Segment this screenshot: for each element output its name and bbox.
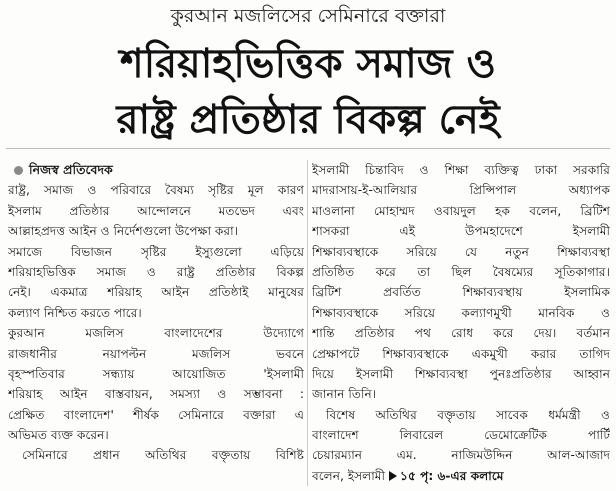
text-line: প্রতিষ্ঠিত করে তা ছিল বৈষম্যের সূতিকাগার। <box>312 264 610 279</box>
text-fragment: বলেন, ইসলামী <box>312 468 386 483</box>
bullet-dot-icon <box>14 166 23 175</box>
text-line: জানান তিনি। <box>312 387 377 402</box>
left-column <box>8 160 304 486</box>
text-line: বাংলাদেশ লিবারেল ডেমোক্রেটিক পার্টি <box>312 428 610 443</box>
byline <box>8 160 304 180</box>
text-line: কুরআন মজলিস বাংলাদেশের উদ্যোগে <box>8 326 304 341</box>
text-line: অভিমত ব্যক্ত করেন। <box>8 428 109 443</box>
text-line: ইসলামী চিন্তাবিদ ও শিক্ষা ব্যক্তিত্ব ঢাকা সরকারি <box>312 163 610 177</box>
text-line: রাষ্ট্র, সমাজ ও পরিবারে বৈষম্য সৃষ্টির মূল কারণ <box>8 183 304 198</box>
headline-line-2: রাষ্ট্র প্রতিষ্ঠার বিকল্প নেই <box>116 97 500 143</box>
headline-divider <box>6 148 610 149</box>
text-line: মাওলানা মোহাম্মদ ওবায়দুল হক বলেন, ব্রিটিশ <box>312 203 610 218</box>
text-line: শান্তি প্রতিষ্ঠার পথ রোধ করে দেয়। বর্তমান <box>312 326 610 341</box>
text-line: শিক্ষাব্যবস্থাকে সরিয়ে যে নতুন শিক্ষাব্যবস্থা <box>312 244 610 259</box>
byline-text: নিজস্ব প্রতিবেদক <box>29 162 113 177</box>
main-headline <box>0 36 616 148</box>
text-line: চেয়ারম্যান এম. নাজিমউদ্দিন আল-আজাদ <box>312 448 610 463</box>
text-line: আল্লাহপ্রদত্ত আইন ও নির্দেশগুলো উপেক্ষা করা। <box>8 224 238 239</box>
text-line: রাজধানীর নয়াপল্টন মজলিস ভবনে <box>8 346 304 361</box>
kicker-headline: কুরআন মজলিসের সেমিনারে বক্তারা <box>170 5 446 27</box>
text-line: শাসকরা এই উপমহাদেশে ইসলামী <box>312 224 610 239</box>
text-line: দিয়ে ইসলামী শিক্ষাব্যবস্থা পুনঃপ্রতিষ্ঠার আহ্বান <box>312 366 610 381</box>
text-line: ইসলাম প্রতিষ্ঠার আন্দোলনে মতভেদ এবং <box>8 203 304 218</box>
text-line-with-jump <box>312 466 610 486</box>
text-line: নেই। একমাত্র শরিয়াহ আইন প্রতিষ্ঠাই মানুষের <box>8 285 304 300</box>
text-line: শরিয়াহ আইন বাস্তবায়ন, সমস্যা ও সম্ভাবনা : <box>8 387 304 402</box>
text-line: প্রেক্ষিত বাংলাদেশ' শীর্ষক সেমিনারে বক্তারা এ <box>8 407 304 422</box>
text-line: মাদরাসায়-ই-আলিয়ার প্রিন্সিপাল অধ্যাপক <box>312 183 610 198</box>
text-line: বৃহস্পতিবার সন্ধ্যায় আয়োজিত 'ইসলামী <box>8 366 304 381</box>
text-line: শিক্ষাব্যবস্থাকে সরিয়ে কল্যাণমুখী মানবিক ও <box>312 305 610 320</box>
text-line: প্রেক্ষাপটে শিক্ষাব্যবস্থাকে একমুখী করার তাগিদ <box>312 346 610 361</box>
text-line: সমাজে বিভাজন সৃষ্টির ইস্যুগুলো এড়িয়ে <box>8 244 304 259</box>
right-column <box>312 160 610 486</box>
arrow-right-icon <box>389 471 397 481</box>
text-line: কল্যাণ নিশ্চিত করতে পারে। <box>8 305 142 320</box>
text-line: সেমিনারে প্রধান অতিথির বক্তৃতায় বিশিষ্ট <box>22 448 304 463</box>
headline-line-1: শরিয়াহভিত্তিক সমাজ ও <box>120 41 496 87</box>
text-line: বিশেষ অতিথির বক্তৃতায় সাবেক ধর্মমন্ত্রী ও <box>326 407 610 422</box>
text-line: শরিয়াহভিত্তিক সমাজ ও রাষ্ট্র প্রতিষ্ঠার বিকল্প <box>8 264 304 279</box>
jump-reference-link[interactable]: ১৫ পৃ: ৬-এর কলামে <box>400 468 504 483</box>
column-divider <box>307 160 308 486</box>
text-line: ব্রিটিশ প্রবর্তিত শিক্ষাব্যবস্থায় ইসলামিক <box>312 285 610 300</box>
